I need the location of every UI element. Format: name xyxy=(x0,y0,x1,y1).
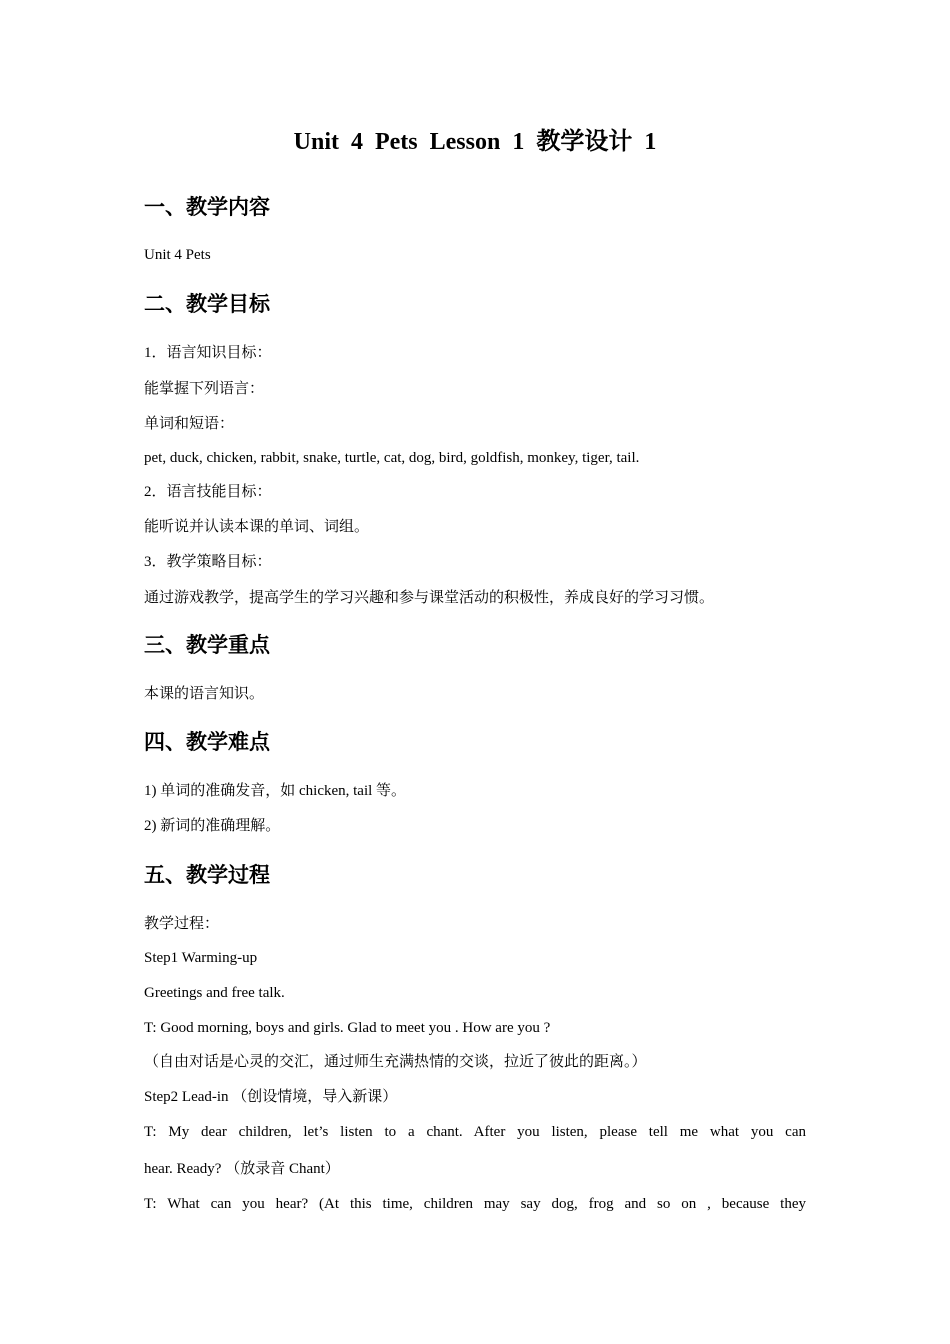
paragraph: 2) 新词的准确理解。 xyxy=(144,818,281,834)
paragraph: Unit 4 Pets xyxy=(144,247,211,263)
section-heading: 五、教学过程 xyxy=(144,863,270,887)
paragraph: hear. Ready? （放录音 Chant） xyxy=(144,1161,340,1177)
section-heading: 二、教学目标 xyxy=(144,292,270,316)
paragraph: 教学过程： xyxy=(144,916,220,932)
paragraph: pet, duck, chicken, rabbit, snake, turtle, cat, dog, bird, goldfish, monkey, tiger, tail. xyxy=(144,450,640,466)
paragraph: T: What can you hear? (At this time, children may say dog, frog and so on , because they xyxy=(144,1196,806,1212)
paragraph: Greetings and free talk. xyxy=(144,985,285,1001)
paragraph: 2．语言技能目标： xyxy=(144,484,272,500)
paragraph: 本课的语言知识。 xyxy=(144,686,265,702)
paragraph: 3．教学策略目标： xyxy=(144,554,272,570)
paragraph: Step1 Warming-up xyxy=(144,950,258,966)
paragraph: Step2 Lead-in （创设情境，导入新课） xyxy=(144,1089,398,1105)
section-heading: 四、教学难点 xyxy=(144,730,270,754)
paragraph: （自由对话是心灵的交汇，通过师生充满热情的交谈，拉近了彼此的距离。） xyxy=(144,1054,647,1070)
paragraph: T: My dear children, let’s listen to a chant. After you listen, please tell me what you can xyxy=(144,1124,806,1140)
paragraph: T: Good morning, boys and girls. Glad to meet you . How are you ? xyxy=(144,1020,551,1036)
paragraph: 1．语言知识目标： xyxy=(144,345,272,361)
paragraph: 能听说并认读本课的单词、词组。 xyxy=(144,519,370,535)
section-heading: 一、教学内容 xyxy=(144,195,270,219)
document-title: Unit 4 Pets Lesson 1 教学设计 1 xyxy=(293,129,657,155)
paragraph: 1) 单词的准确发音，如 chicken, tail 等。 xyxy=(144,783,407,799)
paragraph: 单词和短语： xyxy=(144,416,235,432)
paragraph: 能掌握下列语言： xyxy=(144,381,265,397)
section-heading: 三、教学重点 xyxy=(144,633,270,657)
paragraph: 通过游戏教学，提高学生的学习兴趣和参与课堂活动的积极性，养成良好的学习习惯。 xyxy=(144,590,715,606)
